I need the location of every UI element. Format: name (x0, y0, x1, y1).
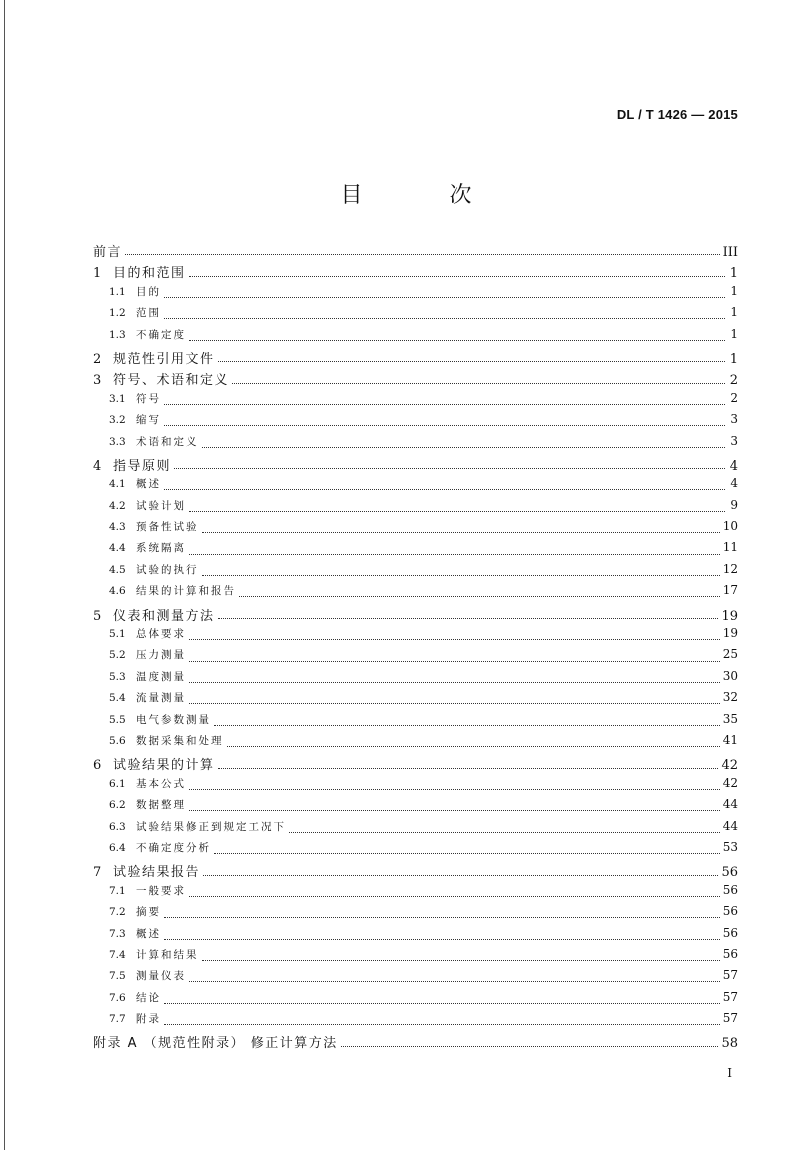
toc-entry-label: 一般要求 (136, 884, 186, 897)
toc-entry-number: 7.4 (109, 948, 126, 961)
dot-leader (174, 468, 725, 469)
dot-leader (189, 554, 720, 555)
toc-entry-label: 术语和定义 (136, 435, 199, 448)
toc-entry-number: 1.2 (109, 307, 126, 320)
dot-leader (189, 639, 720, 640)
toc-entry-label: 电气参数测量 (136, 713, 211, 726)
toc-entry-page: 53 (722, 839, 738, 854)
page-title: 目 次 (340, 183, 512, 208)
toc-entry[interactable] (93, 712, 738, 733)
toc-entry[interactable] (93, 348, 738, 369)
toc-entry-label: 试验结果修正到规定工况下 (136, 820, 286, 833)
toc-entry[interactable] (93, 690, 738, 711)
page-border (4, 0, 5, 1150)
toc-entry-page: 25 (722, 647, 738, 662)
toc-entry-page: III (722, 245, 738, 260)
dot-leader (164, 489, 725, 490)
toc-entry-page: 3 (730, 433, 738, 448)
dot-leader (218, 618, 719, 619)
toc-entry-number: 6.3 (109, 820, 126, 833)
dot-leader (239, 596, 720, 597)
toc-entry-number: 4.5 (109, 563, 126, 576)
dot-leader (125, 254, 720, 255)
toc-entry-page: 1 (729, 266, 738, 282)
dot-leader (189, 789, 720, 790)
toc-entry[interactable] (93, 776, 738, 797)
toc-entry-label: 前言 (93, 245, 123, 260)
dot-leader (189, 703, 720, 704)
dot-leader (189, 340, 725, 341)
dot-leader (164, 404, 725, 405)
toc-entry[interactable] (93, 434, 738, 455)
dot-leader (341, 1046, 719, 1047)
dot-leader (164, 917, 720, 918)
dot-leader (289, 832, 720, 833)
toc-entry[interactable] (93, 412, 738, 433)
toc-entry[interactable] (93, 840, 738, 861)
dot-leader (202, 447, 726, 448)
toc-entry-number: 5.4 (109, 692, 126, 705)
toc-entry-label: 符号 (136, 392, 161, 405)
dot-leader (189, 810, 720, 811)
toc-entry[interactable] (93, 476, 738, 497)
toc-entry-number: 4.1 (109, 478, 126, 491)
toc-entry-number: 4.4 (109, 542, 126, 555)
toc-entry-number: 7.6 (109, 991, 126, 1004)
toc-entry[interactable] (93, 904, 738, 925)
toc-entry-number: 4.6 (109, 585, 126, 598)
toc-entry-page: 12 (722, 561, 738, 576)
toc-entry-number: 5.5 (109, 713, 126, 726)
toc-entry-number: 3 (93, 373, 102, 389)
dot-leader (189, 981, 720, 982)
toc-entry[interactable] (93, 990, 738, 1011)
toc-entry-page: 4 (730, 476, 738, 491)
toc-entry-label: 摘要 (136, 906, 161, 919)
dot-leader (202, 960, 720, 961)
toc-entry[interactable] (93, 797, 738, 818)
toc-entry-label: 计算和结果 (136, 948, 199, 961)
toc-entry-number: 7.5 (109, 970, 126, 983)
toc-entry[interactable] (93, 1011, 738, 1032)
toc-entry-label: 范围 (136, 307, 161, 320)
toc-entry-label: 基本公式 (136, 777, 186, 790)
toc-entry[interactable] (93, 819, 738, 840)
toc-entry[interactable] (93, 605, 738, 626)
toc-entry[interactable] (93, 284, 738, 305)
toc-entry-page: 42 (721, 758, 738, 774)
document-code: DL / T 1426 — 2015 (616, 107, 738, 122)
toc-entry[interactable] (93, 883, 738, 904)
toc-entry-page: 57 (722, 968, 738, 983)
toc-entry-label: 试验计划 (136, 499, 186, 512)
toc-entry-label: 目的 (136, 285, 161, 298)
toc-entry[interactable] (93, 519, 738, 540)
toc-entry-label: 结论 (136, 991, 161, 1004)
toc-entry[interactable] (93, 926, 738, 947)
toc-entry[interactable] (93, 968, 738, 989)
toc-entry[interactable] (93, 391, 738, 412)
dot-leader (189, 896, 720, 897)
toc-entry-page: 41 (722, 732, 738, 747)
toc-entry-label: 仪表和测量方法 (113, 608, 215, 624)
toc-entry[interactable] (93, 327, 738, 348)
toc-entry-page: 3 (730, 412, 738, 427)
dot-leader (164, 1003, 720, 1004)
toc-entry[interactable] (93, 562, 738, 583)
toc-entry-label: 流量测量 (136, 692, 186, 705)
toc-entry-page: 56 (722, 946, 738, 961)
toc-entry-page: 4 (729, 458, 738, 474)
toc-entry-label: 预备性试验 (136, 521, 199, 534)
toc-entry-label: 温度测量 (136, 670, 186, 683)
dot-leader (214, 853, 720, 854)
toc-entry-page: 56 (721, 865, 738, 881)
toc-entry-label: 概述 (136, 927, 161, 940)
toc-entry-page: 56 (722, 925, 738, 940)
toc-entry-page: 17 (722, 583, 738, 598)
toc-entry[interactable] (93, 947, 738, 968)
toc-entry-number: 7.3 (109, 927, 126, 940)
toc-entry-page: 30 (722, 668, 738, 683)
dot-leader (164, 318, 725, 319)
toc-entry-number: 7.7 (109, 1013, 126, 1026)
toc-entry-number: 4 (93, 458, 102, 474)
toc-entry-label: 目的和范围 (113, 266, 186, 282)
toc-entry-label: 符号、术语和定义 (113, 373, 230, 389)
toc-entry-label: 系统隔离 (136, 542, 186, 555)
toc-entry-label: 压力测量 (136, 649, 186, 662)
dot-leader (189, 511, 725, 512)
toc-entry-number: 5 (93, 608, 102, 624)
toc-entry-page: 35 (722, 711, 738, 726)
dot-leader (202, 575, 720, 576)
toc-entry-number: 4.3 (109, 521, 126, 534)
toc-entry-page: 57 (722, 1011, 738, 1026)
toc-entry[interactable] (93, 733, 738, 754)
toc-entry-number: 5.1 (109, 628, 126, 641)
toc-entry-label: 概述 (136, 478, 161, 491)
toc-entry-number: 1 (93, 266, 102, 282)
toc-entry-page: 56 (722, 882, 738, 897)
toc-entry-number: 7.2 (109, 906, 126, 919)
toc-entry-label: 不确定度 (136, 328, 186, 341)
toc-entry-number: 1.3 (109, 328, 126, 341)
toc-entry-label: 规范性引用文件 (113, 351, 215, 367)
toc-entry-label: 不确定度分析 (136, 841, 211, 854)
toc-entry-number: 6.2 (109, 799, 126, 812)
toc-entry-label: 总体要求 (136, 628, 186, 641)
toc-entry-page: 19 (722, 626, 738, 641)
toc-entry-label: 结果的计算和报告 (136, 585, 236, 598)
dot-leader (202, 532, 720, 533)
toc-entry-page: 58 (721, 1036, 738, 1052)
dot-leader (164, 297, 725, 298)
toc-entry[interactable] (93, 262, 738, 283)
dot-leader (232, 383, 725, 384)
toc-entry-page: 57 (722, 989, 738, 1004)
toc-entry-number: 4.2 (109, 499, 126, 512)
dot-leader (218, 361, 725, 362)
toc-entry-page: 1 (730, 305, 738, 320)
toc-entry-number: 3.2 (109, 414, 126, 427)
toc-entry[interactable] (93, 626, 738, 647)
toc-entry[interactable] (93, 583, 738, 604)
toc-entry-page: 9 (730, 497, 738, 512)
dot-leader (227, 746, 720, 747)
dot-leader (189, 661, 720, 662)
dot-leader (164, 939, 720, 940)
toc-entry[interactable] (93, 647, 738, 668)
toc-entry-page: 10 (722, 519, 738, 534)
toc-entry-number: 6.1 (109, 777, 126, 790)
toc-entry[interactable] (93, 369, 738, 390)
toc-entry-label: 试验的执行 (136, 563, 199, 576)
toc-entry[interactable] (93, 861, 738, 882)
page-number: I (727, 1066, 732, 1080)
toc-entry-number: 7 (93, 865, 102, 881)
toc-entry-label: 指导原则 (113, 458, 172, 474)
toc-entry-number: 5.6 (109, 734, 126, 747)
toc-entry[interactable] (93, 305, 738, 326)
toc-entry-page: 1 (729, 351, 738, 367)
toc-entry-page: 2 (730, 390, 738, 405)
toc-entry-page: 32 (722, 690, 738, 705)
toc-entry-label: 试验结果报告 (113, 865, 201, 881)
toc-entry-number: 5.3 (109, 670, 126, 683)
toc-entry-label: 试验结果的计算 (113, 758, 215, 774)
toc-entry[interactable] (93, 1032, 738, 1053)
toc-entry-label: 附录 A （规范性附录） 修正计算方法 (93, 1036, 338, 1052)
dot-leader (203, 875, 718, 876)
toc-entry-number: 1.1 (109, 285, 126, 298)
toc-entry-number: 3.3 (109, 435, 126, 448)
toc-entry[interactable] (93, 754, 738, 775)
toc-entry-label: 测量仪表 (136, 970, 186, 983)
toc-entry[interactable] (93, 241, 738, 262)
toc-entry-page: 19 (721, 608, 738, 624)
toc-entry-page: 1 (730, 283, 738, 298)
toc-entry-number: 6 (93, 758, 102, 774)
toc-entry[interactable] (93, 455, 738, 476)
toc-entry-page: 44 (722, 797, 738, 812)
toc-entry-number: 5.2 (109, 649, 126, 662)
toc-entry-number: 3.1 (109, 392, 126, 405)
toc-entry-number: 2 (93, 351, 102, 367)
toc-entry[interactable] (93, 669, 738, 690)
toc-entry-page: 56 (722, 904, 738, 919)
toc-entry-label: 附录 (136, 1013, 161, 1026)
dot-leader (189, 276, 725, 277)
toc-entry-page: 1 (730, 326, 738, 341)
dot-leader (189, 682, 720, 683)
toc-entry-number: 7.1 (109, 884, 126, 897)
dot-leader (218, 768, 719, 769)
table-of-contents (93, 241, 738, 1054)
toc-entry[interactable] (93, 498, 738, 519)
toc-entry-number: 6.4 (109, 841, 126, 854)
toc-entry-page: 2 (729, 373, 738, 389)
toc-entry-label: 数据采集和处理 (136, 734, 224, 747)
dot-leader (214, 725, 720, 726)
dot-leader (164, 1024, 720, 1025)
toc-entry[interactable] (93, 540, 738, 561)
toc-entry-page: 11 (722, 540, 738, 555)
toc-entry-page: 42 (722, 775, 738, 790)
toc-entry-label: 缩写 (136, 414, 161, 427)
toc-entry-page: 44 (722, 818, 738, 833)
toc-entry-label: 数据整理 (136, 799, 186, 812)
dot-leader (164, 425, 725, 426)
